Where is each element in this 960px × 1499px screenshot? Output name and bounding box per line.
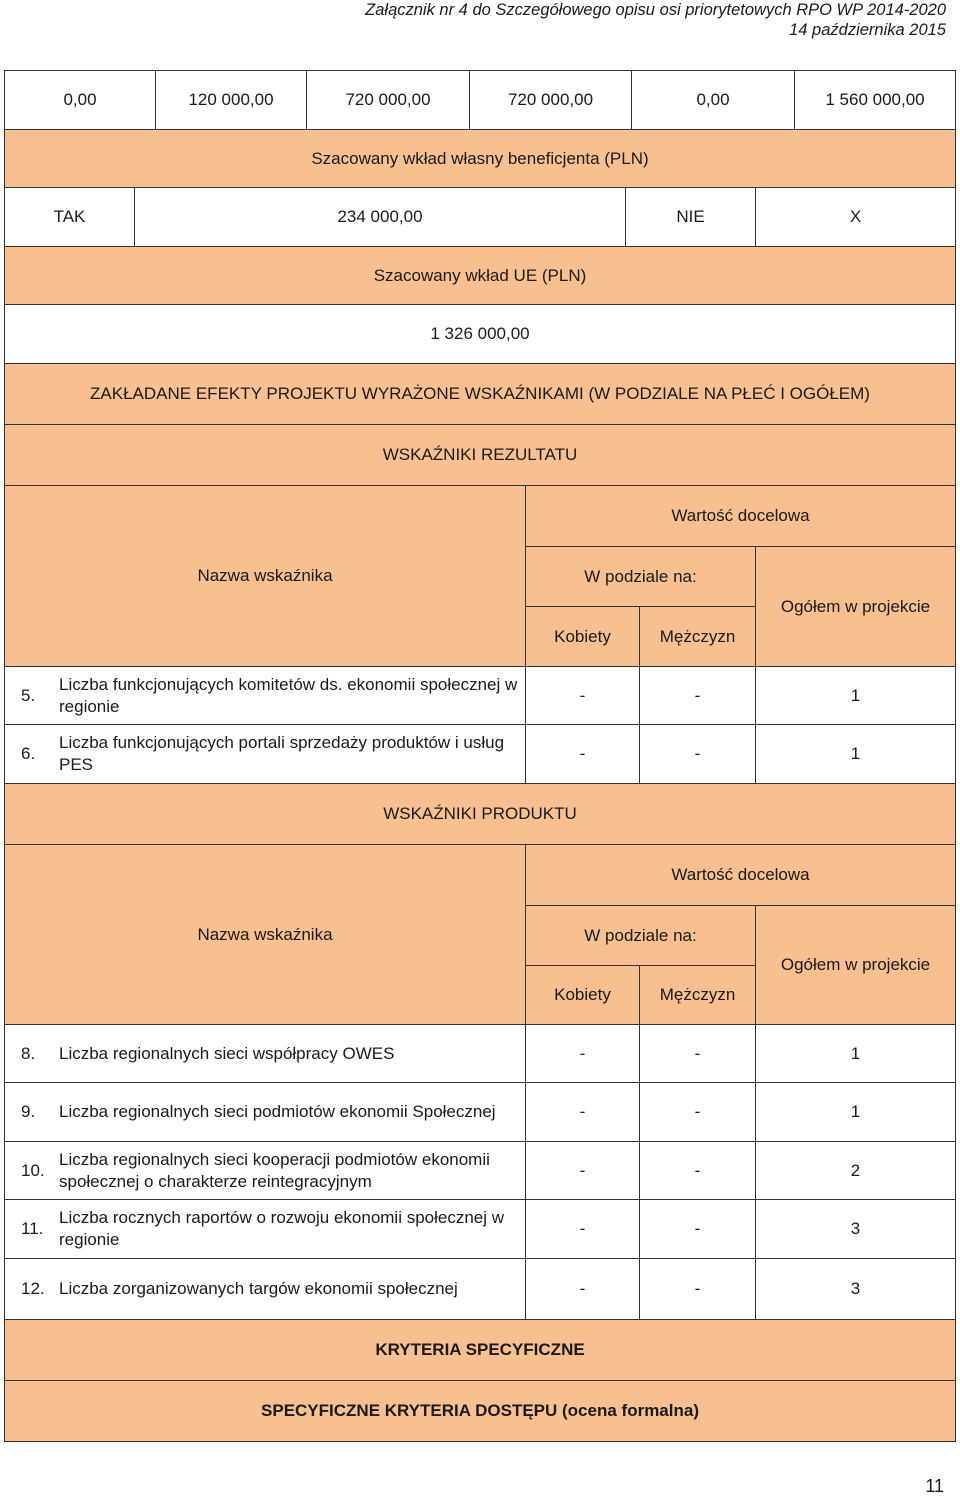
- indicator-total: 1: [755, 724, 956, 784]
- indicator-text: Liczba regionalnych sieci kooperacji podmiotów ekonomii społecznej o charakterze reintegracyjnym: [59, 1149, 490, 1191]
- indicator-name: [4, 1199, 526, 1259]
- results-col-split: W podziale na:: [525, 546, 756, 607]
- indicator-women: -: [525, 1258, 640, 1320]
- indicator-men: -: [639, 724, 756, 784]
- indicator-women: -: [525, 1024, 640, 1083]
- budget-cell: 720 000,00: [469, 70, 632, 130]
- indicator-men: -: [639, 1082, 756, 1142]
- budget-cell: 1 560 000,00: [794, 70, 956, 130]
- indicator-text: Liczba regionalnych sieci współpracy OWES: [59, 1043, 395, 1063]
- budget-cell: 0,00: [631, 70, 795, 130]
- indicator-total: 1: [755, 1024, 956, 1083]
- indicator-number: 8.: [21, 1043, 36, 1063]
- indicator-name: [4, 666, 526, 725]
- page-number: 11: [925, 1476, 944, 1496]
- indicator-text: Liczba funkcjonujących komitetów ds. ekonomii społecznej w regionie: [59, 674, 518, 716]
- indicator-men: -: [639, 1141, 756, 1200]
- results-col-total: Ogółem w projekcie: [755, 546, 956, 667]
- nie-value: X: [755, 187, 956, 247]
- application-form-table: [4, 70, 956, 1442]
- indicator-name: [4, 1024, 526, 1083]
- eu-contribution-value: 1 326 000,00: [4, 304, 956, 364]
- indicator-name: [4, 1258, 526, 1320]
- products-col-women: Kobiety: [525, 965, 640, 1025]
- products-col-total: Ogółem w projekcie: [755, 905, 956, 1025]
- indicator-men: -: [639, 1258, 756, 1320]
- indicator-name: [4, 724, 526, 784]
- budget-cell: 0,00: [4, 70, 156, 130]
- results-section-title: WSKAŹNIKI REZULTATU: [4, 424, 956, 486]
- indicator-total: 3: [755, 1258, 956, 1320]
- indicator-women: -: [525, 1082, 640, 1142]
- indicator-text: Liczba zorganizowanych targów ekonomii społecznej: [59, 1279, 458, 1298]
- budget-cell: 120 000,00: [155, 70, 307, 130]
- indicator-men: -: [639, 1024, 756, 1083]
- indicator-women: -: [525, 666, 640, 725]
- products-col-name: Nazwa wskaźnika: [4, 844, 526, 1025]
- indicator-name: [4, 1082, 526, 1142]
- indicator-name: [4, 1141, 526, 1200]
- indicator-text: Liczba regionalnych sieci podmiotów ekonomii Społecznej: [59, 1102, 496, 1121]
- header-date: 14 października 2015: [789, 21, 946, 39]
- indicator-number: 10.: [21, 1160, 45, 1180]
- results-col-target: Wartość docelowa: [525, 485, 956, 547]
- indicator-total: 1: [755, 1082, 956, 1142]
- indicator-number: 5.: [21, 685, 36, 705]
- effects-title: ZAKŁADANE EFEKTY PROJEKTU WYRAŻONE WSKAŹNIKAMI (W PODZIALE NA PŁEĆ I OGÓŁEM): [4, 363, 956, 425]
- indicator-total: 1: [755, 666, 956, 725]
- products-col-target: Wartość docelowa: [525, 844, 956, 906]
- nie-label: NIE: [625, 187, 756, 247]
- indicator-men: -: [639, 666, 756, 725]
- results-col-men: Mężczyzn: [639, 606, 756, 667]
- indicator-women: -: [525, 1141, 640, 1200]
- indicator-number: 12.: [21, 1279, 45, 1298]
- budget-cell: 720 000,00: [306, 70, 470, 130]
- own-contribution-title: Szacowany wkład własny beneficjenta (PLN): [4, 129, 956, 188]
- products-col-split: W podziale na:: [525, 905, 756, 966]
- results-col-women: Kobiety: [525, 606, 640, 667]
- indicator-number: 6.: [21, 744, 36, 763]
- indicator-total: 3: [755, 1199, 956, 1259]
- indicator-number: 9.: [21, 1102, 36, 1121]
- criteria-subtitle: SPECYFICZNE KRYTERIA DOSTĘPU (ocena formalna): [4, 1380, 956, 1442]
- indicator-text: Liczba funkcjonujących portali sprzedaży produktów i usług PES: [59, 733, 505, 774]
- indicator-men: -: [639, 1199, 756, 1259]
- indicator-total: 2: [755, 1141, 956, 1200]
- document-header: [365, 0, 946, 40]
- eu-contribution-title: Szacowany wkład UE (PLN): [4, 246, 956, 305]
- tak-label: TAK: [4, 187, 135, 247]
- tak-value: 234 000,00: [134, 187, 626, 247]
- products-section-title: WSKAŹNIKI PRODUKTU: [4, 783, 956, 845]
- indicator-women: -: [525, 1199, 640, 1259]
- criteria-title: KRYTERIA SPECYFICZNE: [4, 1319, 956, 1381]
- indicator-text: Liczba rocznych raportów o rozwoju ekonomii społecznej w regionie: [59, 1208, 505, 1249]
- indicator-women: -: [525, 724, 640, 784]
- header-annex-title: Załącznik nr 4 do Szczegółowego opisu osi priorytetowych RPO WP 2014-2020: [365, 1, 946, 19]
- indicator-number: 11.: [21, 1219, 44, 1238]
- products-col-men: Mężczyzn: [639, 965, 756, 1025]
- results-col-name: Nazwa wskaźnika: [4, 485, 526, 667]
